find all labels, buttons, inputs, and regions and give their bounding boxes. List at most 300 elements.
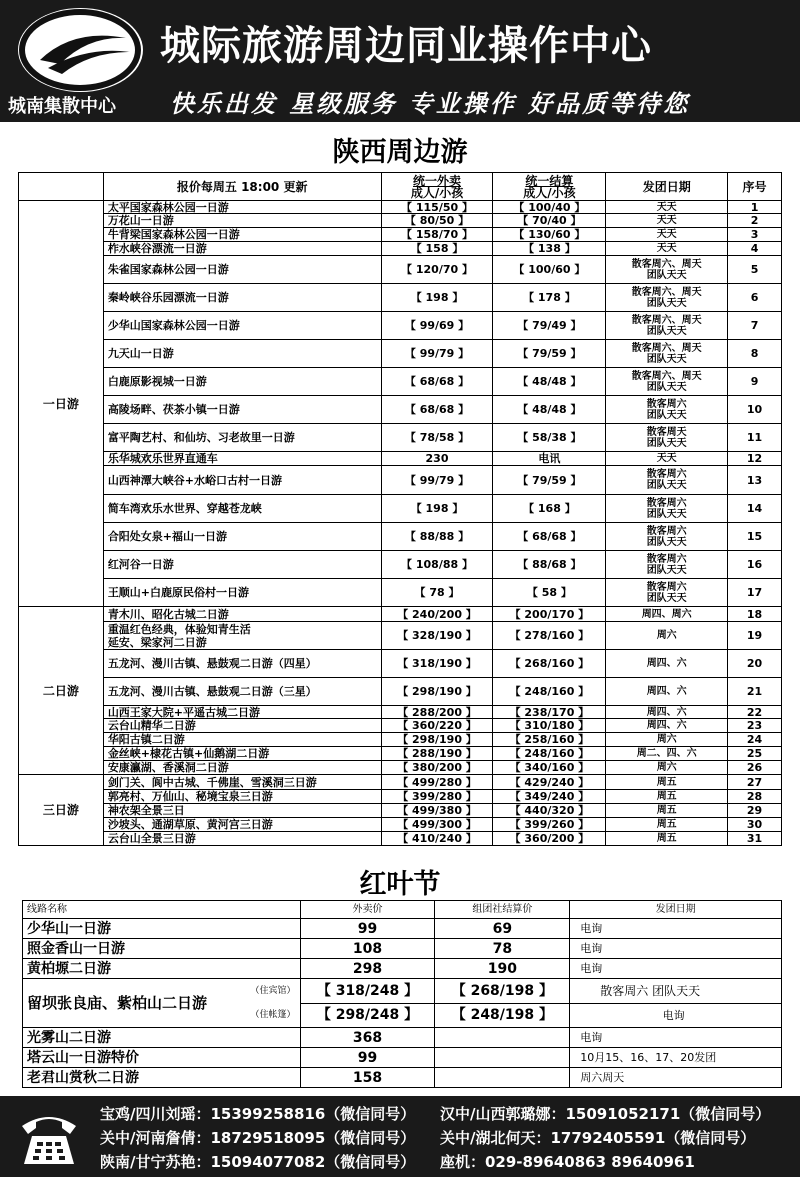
settle-price: 【 248/198 】 [435,1003,570,1028]
departure-date [606,495,728,523]
row-number: 2 [728,214,782,228]
row-number: 22 [728,706,782,719]
row-number: 31 [728,832,782,846]
header-settle-price: 组团社结算价 [435,901,570,919]
row-number: 17 [728,579,782,607]
date-line: 周四、六 [646,686,687,697]
departure-date [606,201,728,214]
header-sell-price: 外卖价 [300,901,435,919]
table-row [19,818,782,832]
row-number: 20 [728,650,782,678]
departure-date: 周六周天 [570,1068,782,1088]
route-name [103,818,381,832]
departure-date: 电询 [570,1003,782,1028]
departure-date [606,228,728,242]
route-name-line: 少华山国家森林公园一日游 [107,319,240,332]
sell-price: 【 120/70 】 [381,256,493,284]
settle-price [435,1028,570,1048]
route-name: 老君山赏秋二日游 [23,1068,301,1088]
route-name [103,761,381,775]
route-name: 光雾山二日游 [23,1028,301,1048]
section-title-shaanxi: 陕西周边游 [332,137,468,168]
date-line: 团队天天 [646,297,687,309]
table-row [19,761,782,775]
sell-price: 【 99/79 】 [381,340,493,368]
route-name [23,979,301,1028]
brand-name: 城南集散中心 [8,96,116,117]
date-line: 周六 [656,630,677,641]
departure-date [606,579,728,607]
table-row [19,832,782,846]
note-tent: （住帐篷） [250,1010,296,1020]
route-name-line: 秦岭峡谷乐园漂流一日游 [107,291,229,304]
date-line: 周六 [656,762,677,773]
route-name [103,790,381,804]
settle-price: 【 79/49 】 [493,312,606,340]
table-header-row [23,901,782,919]
route-name [103,256,381,284]
header-date: 发团日期 [606,173,728,201]
date-line: 天天 [656,229,677,240]
date-line: 天天 [656,215,677,226]
row-number: 30 [728,818,782,832]
route-name-line: 青木川、昭化古城二日游 [107,607,229,621]
date-line: 周二、四、六 [636,748,697,759]
row-number: 27 [728,775,782,790]
departure-date [606,733,728,747]
settle-price: 【 70/40 】 [493,214,606,228]
route-name [103,466,381,495]
table-row [19,719,782,733]
telephone-icon [18,1106,80,1168]
table-row [19,242,782,256]
route-name [103,706,381,719]
date-line: 散客周六、周天 [631,370,702,382]
departure-date [606,804,728,818]
table-row [19,790,782,804]
date-line: 天天 [656,243,677,254]
departure-date [606,761,728,775]
settle-price: 【 349/240 】 [493,790,606,804]
route-name-line: 王顺山+白鹿原民俗村一日游 [107,586,250,599]
settle-price: 【 100/40 】 [493,201,606,214]
row-number: 1 [728,201,782,214]
route-name [103,201,381,214]
row-number: 9 [728,368,782,396]
route-name-line: 柞水峡谷漂流一日游 [107,242,207,255]
table-row [19,747,782,761]
route-name-line: 延安、梁家河二日游 [107,635,207,649]
date-line: 团队天天 [646,592,687,604]
departure-date [606,312,728,340]
route-name-text: 留坝张良庙、紫柏山二日游 [27,994,208,1012]
table-row [23,979,782,1004]
route-name-line: 安康瀛湖、香溪洞二日游 [107,761,229,774]
date-line: 周四、六 [646,720,687,731]
departure-date [606,622,728,650]
contact-shaannan: 陕南/甘宁苏艳：15094077082（微信同号） [100,1153,416,1171]
header-line: 统一结算 [525,173,574,188]
row-number: 12 [728,452,782,466]
departure-date [606,256,728,284]
route-name-line: 山西神潭大峡谷+水峪口古村一日游 [107,473,283,487]
row-number: 26 [728,761,782,775]
header-empty [19,173,104,201]
route-name-line: 五龙河、漫川古镇、悬鼓观二日游（四星） [107,657,317,670]
date-line: 散客周六 [646,553,687,565]
sell-price: 【 499/280 】 [381,775,493,790]
settle-price: 【 48/48 】 [493,368,606,396]
settle-price: 【 268/198 】 [435,979,570,1004]
table-row [19,733,782,747]
sell-price: 【 298/190 】 [381,733,493,747]
accommodation-notes [251,979,296,1027]
row-number: 4 [728,242,782,256]
contact-hanzhong: 汉中/山西郭璐娜：15091052171（微信同号） [440,1105,771,1123]
date-line: 周四、周六 [641,608,692,620]
sell-price: 【 499/380 】 [381,804,493,818]
sell-price: 【 298/248 】 [300,1003,435,1028]
settle-price: 【 48/48 】 [493,396,606,424]
contact-guanzhong-hubei: 关中/湖北何天：17792405591（微信同号） [440,1129,756,1147]
row-number: 16 [728,551,782,579]
date-line: 散客周六 [646,469,687,480]
table-row [19,523,782,551]
route-name [103,284,381,312]
departure-date: 电询 [570,939,782,959]
table-row [23,939,782,959]
contact-baoji: 宝鸡/四川刘瑶：15399258816（微信同号） [100,1105,416,1123]
header [0,0,800,122]
date-line: 周五 [656,776,677,788]
sell-price: 【 78/58 】 [381,424,493,452]
header-line: 统一外卖 [413,173,462,188]
sell-price: 99 [300,1048,435,1068]
settle-price: 【 79/59 】 [493,340,606,368]
settle-price: 【 68/68 】 [493,523,606,551]
route-name [103,495,381,523]
contact-landline: 座机：029-89640863 89640961 [440,1153,695,1171]
row-number: 23 [728,719,782,733]
settle-price: 【 130/60 】 [493,228,606,242]
route-name: 照金香山一日游 [23,939,301,959]
sell-price: 【 198 】 [381,284,493,312]
sell-price: 368 [300,1028,435,1048]
sell-price: 298 [300,959,435,979]
date-line: 散客周六、周天 [631,342,702,354]
route-name [103,678,381,706]
route-name [103,214,381,228]
date-line: 团队天天 [646,325,687,337]
settle-price [435,1068,570,1088]
route-name [103,804,381,818]
page-title: 城际旅游周边同业操作中心 [160,23,652,69]
table-row [19,775,782,790]
sell-price: 【 399/280 】 [381,790,493,804]
route-name [103,719,381,733]
table-row [19,466,782,495]
route-name [103,579,381,607]
route-name [103,523,381,551]
sell-price: 【 68/68 】 [381,368,493,396]
settle-price: 【 278/160 】 [493,622,606,650]
route-name [103,622,381,650]
departure-date: 散客周六 团队天天 [570,979,782,1004]
settle-price: 【 178 】 [493,284,606,312]
row-number: 11 [728,424,782,452]
date-line: 团队天天 [646,381,687,393]
date-line: 散客周六、周天 [631,286,702,298]
route-name [103,340,381,368]
table-row [19,214,782,228]
date-line: 团队天天 [646,269,687,281]
date-line: 周四、六 [646,658,687,669]
route-name-line: 郭亮村、万仙山、秘境宝泉三日游 [107,790,273,803]
shaanxi-price-table [18,172,782,846]
table-row [19,804,782,818]
date-line: 散客周六 [646,525,687,537]
row-number: 13 [728,466,782,495]
departure-date [606,775,728,790]
table-row [19,650,782,678]
date-line: 团队天天 [646,437,687,449]
route-name-line: 山西王家大院+平遥古城二日游 [107,705,261,719]
table-row [19,228,782,242]
route-name [103,228,381,242]
header-date: 发团日期 [570,901,782,919]
sell-price: 【 158 】 [381,242,493,256]
settle-price: 【 360/200 】 [493,832,606,846]
route-name [103,312,381,340]
settle-price: 【 138 】 [493,242,606,256]
header-sell-price [381,173,493,201]
date-line: 周五 [656,819,677,830]
route-name [103,747,381,761]
sell-price: 【 298/190 】 [381,678,493,706]
sell-price: 108 [300,939,435,959]
route-name [103,832,381,846]
departure-date [606,214,728,228]
settle-price: 【 429/240 】 [493,775,606,790]
table-row [19,452,782,466]
route-name [103,650,381,678]
settle-price: 【 399/260 】 [493,818,606,832]
settle-price: 【 248/160 】 [493,747,606,761]
departure-date [606,452,728,466]
route-name-line: 太平国家森林公园一日游 [107,200,229,214]
route-name-line: 九天山一日游 [107,347,174,360]
category-three-day: 三日游 [19,775,104,846]
date-line: 团队天天 [646,536,687,548]
table-row [19,312,782,340]
sell-price: 【 380/200 】 [381,761,493,775]
sell-price: 158 [300,1068,435,1088]
route-name: 少华山一日游 [23,919,301,939]
header-line: 成人/小孩 [523,185,576,200]
route-name-line: 云台山精华二日游 [107,719,196,732]
route-name [103,396,381,424]
table-row [19,256,782,284]
date-line: 散客周六 [646,581,687,593]
route-name-line: 剑门关、阆中古城、千佛崖、雪溪洞三日游 [107,775,317,789]
route-name [103,424,381,452]
table-row [19,607,782,622]
route-name-line: 朱雀国家森林公园一日游 [107,263,229,276]
logo-icon [18,8,143,92]
table-row [23,1068,782,1088]
date-line: 散客周天 [646,426,687,438]
settle-price: 【 200/170 】 [493,607,606,622]
route-name-line: 万花山一日游 [107,214,174,227]
route-name [103,733,381,747]
departure-date: 电询 [570,919,782,939]
header-settle-price [493,173,606,201]
sell-price: 【 288/200 】 [381,706,493,719]
table-row [19,678,782,706]
date-line: 天天 [656,453,677,464]
header-route: 报价每周五 18:00 更新 [103,173,381,201]
row-number: 15 [728,523,782,551]
table-row [19,706,782,719]
slogan: 快乐出发 星级服务 专业操作 好品质等待您 [170,90,691,118]
settle-price: 78 [435,939,570,959]
departure-date [606,719,728,733]
route-name-line: 金丝峡+棣花古镇+仙鹅湖二日游 [107,747,270,760]
section-title-red-leaves: 红叶节 [359,869,441,900]
date-line: 散客周六 [646,398,687,410]
departure-date [606,551,728,579]
row-number: 6 [728,284,782,312]
table-row [19,284,782,312]
sell-price: 【 78 】 [381,579,493,607]
table-row [19,368,782,396]
route-name-line: 牛背梁国家森林公园一日游 [107,228,240,241]
header-line: 成人/小孩 [410,185,464,200]
departure-date [606,284,728,312]
table-row [19,340,782,368]
route-name-line: 乐华城欢乐世界直通车 [107,452,218,465]
row-number: 28 [728,790,782,804]
row-number: 25 [728,747,782,761]
sell-price: 【 99/69 】 [381,312,493,340]
settle-price: 【 248/160 】 [493,678,606,706]
sell-price: 【 158/70 】 [381,228,493,242]
departure-date [606,523,728,551]
red-leaves-table [22,900,782,1088]
row-number: 7 [728,312,782,340]
sell-price: 【 360/220 】 [381,719,493,733]
table-row [19,579,782,607]
settle-price: 【 440/320 】 [493,804,606,818]
row-number: 5 [728,256,782,284]
departure-date [606,678,728,706]
row-number: 19 [728,622,782,650]
departure-date [606,340,728,368]
departure-date [606,607,728,622]
table-row [23,1028,782,1048]
date-line: 周五 [656,791,677,802]
table-header-row [19,173,782,201]
route-name-line: 重温红色经典，体验知青生活 [107,622,251,636]
departure-date [606,466,728,495]
table-row [23,1048,782,1068]
departure-date [606,242,728,256]
sell-price: 【 198 】 [381,495,493,523]
table-row [19,201,782,214]
date-line: 团队天天 [646,480,687,491]
row-number: 21 [728,678,782,706]
sell-price: 【 328/190 】 [381,622,493,650]
sell-price: 【 68/68 】 [381,396,493,424]
sell-price: 【 318/190 】 [381,650,493,678]
sell-price: 【 318/248 】 [300,979,435,1004]
departure-date [606,368,728,396]
settle-price: 【 268/160 】 [493,650,606,678]
route-name: 黄柏塬二日游 [23,959,301,979]
route-name [103,607,381,622]
date-line: 散客周六、周天 [631,314,702,326]
sell-price: 【 115/50 】 [381,201,493,214]
sell-price: 99 [300,919,435,939]
settle-price: 【 79/59 】 [493,466,606,495]
date-line: 团队天天 [646,409,687,421]
sell-price: 【 88/88 】 [381,523,493,551]
row-number: 8 [728,340,782,368]
sell-price: 【 240/200 】 [381,607,493,622]
departure-date [606,396,728,424]
table-row [23,959,782,979]
route-name-line: 红河谷一日游 [107,558,174,571]
departure-date [606,818,728,832]
sell-price: 230 [381,452,493,466]
departure-date [606,706,728,719]
route-name-line: 合阳处女泉+福山一日游 [107,530,228,543]
settle-price: 【 310/180 】 [493,719,606,733]
table-row [19,495,782,523]
row-number: 18 [728,607,782,622]
settle-price [435,1048,570,1068]
departure-date [606,832,728,846]
header-route: 线路名称 [23,901,301,919]
date-line: 周四、六 [646,706,687,718]
date-line: 散客周六 [646,497,687,509]
departure-date [606,650,728,678]
route-name-line: 富平陶艺村、和仙坊、习老故里一日游 [107,431,295,444]
route-name [103,242,381,256]
route-name [103,452,381,466]
settle-price: 【 88/68 】 [493,551,606,579]
route-name [103,368,381,396]
settle-price: 电讯 [493,452,606,466]
route-name-line: 白鹿原影视城一日游 [107,375,207,388]
departure-date [606,424,728,452]
settle-price: 【 238/170 】 [493,706,606,719]
footer-contacts [0,1096,800,1177]
row-number: 29 [728,804,782,818]
settle-price: 【 100/60 】 [493,256,606,284]
date-line: 天天 [656,201,677,213]
row-number: 24 [728,733,782,747]
table-row [23,919,782,939]
note-hotel: （住宾馆） [250,986,296,996]
route-name-line: 云台山全景三日游 [107,832,196,845]
settle-price: 190 [435,959,570,979]
date-line: 周五 [656,805,677,816]
date-line: 周六 [656,734,677,745]
departure-date [606,747,728,761]
date-line: 散客周六、周天 [631,258,702,270]
route-name: 塔云山一日游特价 [23,1048,301,1068]
